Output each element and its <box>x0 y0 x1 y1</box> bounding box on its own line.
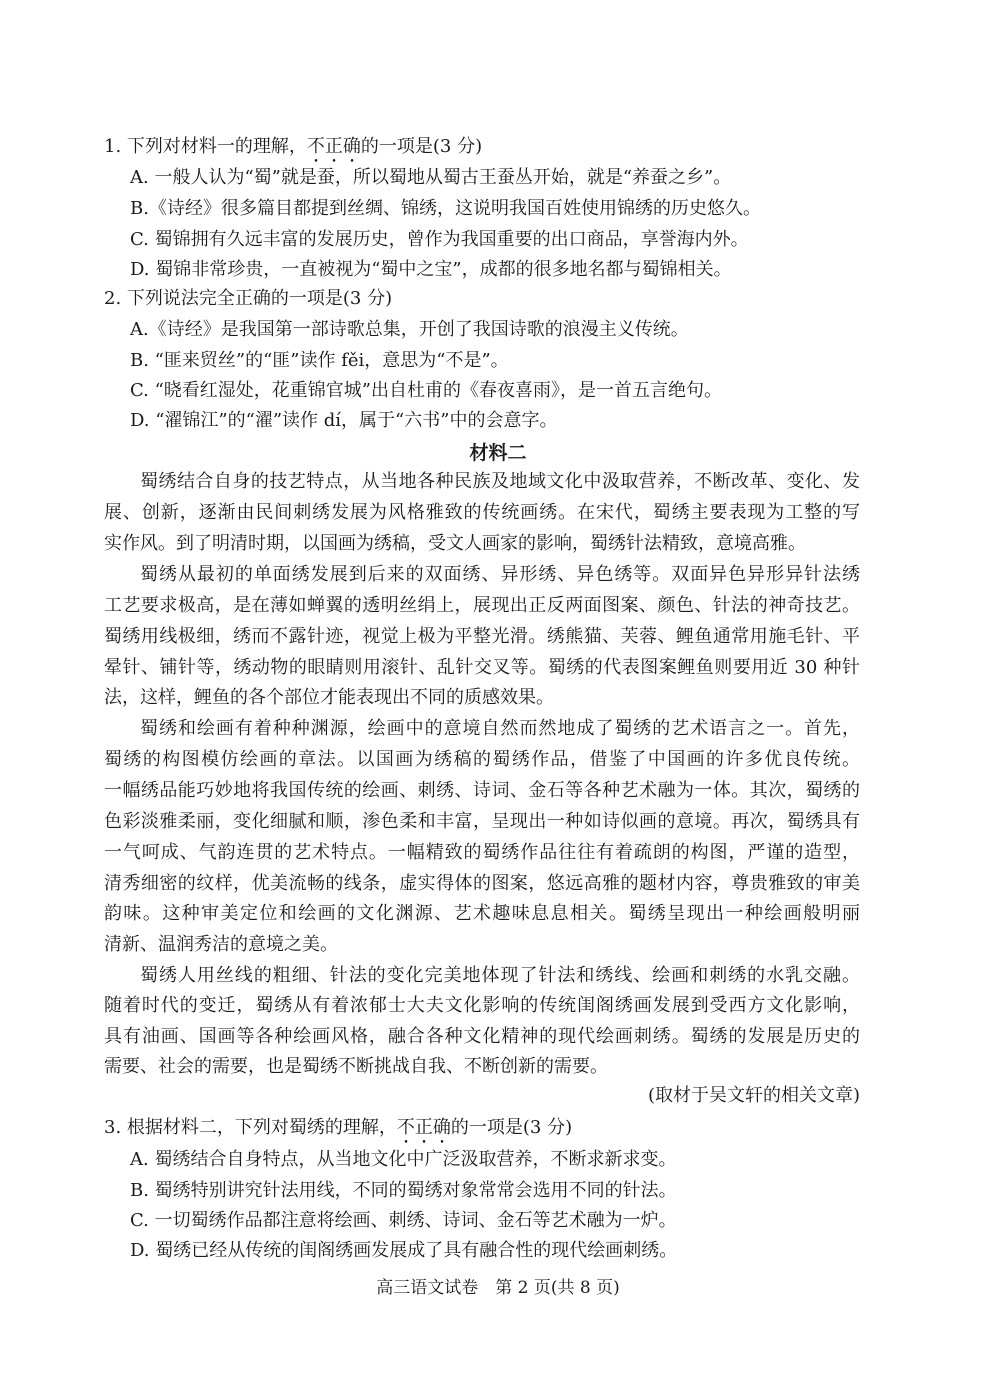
question-1-option-c: C. 蜀锦拥有久远丰富的发展历史，曾作为我国重要的出口商品，享誉海内外。 <box>130 229 749 250</box>
question-3-option-c: C. 一切蜀绣作品都注意将绘画、刺绣、诗词、金石等艺术融为一炉。 <box>130 1210 677 1231</box>
question-1-stem-prefix: 1. 下列对材料一的理解， <box>104 136 307 157</box>
paragraph-2-line: 蜀绣从最初的单面绣发展到后来的双面绣、异形绣、异色绣等。双面异色异形异针法绣 <box>140 564 860 585</box>
paragraph-4-line: 具有油画、国画等各种绘画风格，融合各种文化精神的现代绘画刺绣。蜀绣的发展是历史的 <box>104 1026 860 1047</box>
question-3-stem-prefix: 3. 根据材料二，下列对蜀绣的理解， <box>104 1117 397 1138</box>
question-1-emphasis: 不正确 <box>306 136 361 157</box>
question-2-option-c: C. “晓看红湿处，花重锦官城”出自杜甫的《春夜喜雨》，是一首五言绝句。 <box>130 380 722 401</box>
paragraph-4-line: 需要、社会的需要，也是蜀绣不断挑战自我、不断创新的需要。 <box>104 1056 608 1077</box>
question-1-option-d: D. 蜀锦非常珍贵，一直被视为“蜀中之宝”，成都的很多地名都与蜀锦相关。 <box>130 259 732 280</box>
question-3-option-d: D. 蜀绣已经从传统的闺阁绣画发展成了具有融合性的现代绘画刺绣。 <box>130 1240 678 1261</box>
paragraph-1-line: 蜀绣结合自身的技艺特点，从当地各种民族及地域文化中汲取营养，不断改革、变化、发 <box>140 471 860 492</box>
question-2-stem: 2. 下列说法完全正确的一项是(3 分) <box>104 288 393 309</box>
paragraph-1-line: 展、创新，逐渐由民间刺绣发展为风格雅致的传统画绣。在宋代，蜀绣主要表现为工整的写 <box>104 502 860 523</box>
paragraph-2-line: 工艺要求极高，是在薄如蝉翼的透明丝绢上，展现出正反两面图案、颜色、针法的神奇技艺。 <box>104 595 860 616</box>
question-2-option-d: D. “濯锦江”的“濯”读作 dí，属于“六书”中的会意字。 <box>130 410 558 431</box>
paragraph-2-line: 蜀绣用线极细，绣而不露针迹，视觉上极为平整光滑。绣熊猫、芙蓉、鲤鱼通常用施毛针、平 <box>104 626 860 647</box>
question-3-emphasis: 不正确 <box>396 1117 451 1138</box>
paragraph-3-line: 一气呵成、气韵连贯的艺术特点。一幅精致的蜀绣作品往往有着疏朗的构图，严谨的造型， <box>104 842 860 863</box>
question-3-option-b: B. 蜀绣特别讲究针法用线，不同的蜀绣对象常常会选用不同的针法。 <box>130 1180 677 1201</box>
paragraph-3-line: 清新、温润秀洁的意境之美。 <box>104 934 338 955</box>
paragraph-2-line: 晕针、铺针等，绣动物的眼睛则用滚针、乱针交叉等。蜀绣的代表图案鲤鱼则要用近 30 种针 <box>104 657 860 678</box>
material-2-title: 材料二 <box>469 442 527 464</box>
question-3-stem <box>104 1116 572 1148</box>
paragraph-3-line: 韵味。这种审美定位和绘画的文化渊源、艺术趣味息息相关。蜀绣呈现出一种绘画般明丽 <box>104 903 860 924</box>
paragraph-4-line: 随着时代的变迁，蜀绣从有着浓郁士大夫文化影响的传统闺阁绣画发展到受西方文化影响， <box>104 995 860 1016</box>
source-citation: (取材于吴文轩的相关文章) <box>647 1085 860 1106</box>
question-3-option-a: A. 蜀绣结合自身特点，从当地文化中广泛汲取营养，不断求新求变。 <box>130 1149 677 1170</box>
question-2-option-a: A.《诗经》是我国第一部诗歌总集，开创了我国诗歌的浪漫主义传统。 <box>130 319 689 340</box>
question-1-option-a: A. 一般人认为“蜀”就是蚕，所以蜀地从蜀古王蚕丛开始，就是“养蚕之乡”。 <box>130 167 732 188</box>
question-1-stem-suffix: 的一项是(3 分) <box>360 136 483 157</box>
paragraph-1-line: 实作风。到了明清时期，以国画为绣稿，受文人画家的影响，蜀绣针法精致，意境高雅。 <box>104 533 806 554</box>
question-1-stem <box>104 135 482 167</box>
paragraph-3-line: 色彩淡雅柔丽，变化细腻和顺，渗色柔和丰富，呈现出一种如诗似画的意境。再次，蜀绣具有 <box>104 811 860 832</box>
paragraph-3-line: 蜀绣和绘画有着种种渊源，绘画中的意境自然而然地成了蜀绣的艺术语言之一。首先， <box>140 718 860 739</box>
paragraph-2-line: 法，这样，鲤鱼的各个部位才能表现出不同的质感效果。 <box>104 687 554 708</box>
page-footer: 高三语文试卷 第 2 页(共 8 页) <box>376 1278 620 1298</box>
paragraph-3-line: 清秀细密的纹样，优美流畅的线条，虚实得体的图案，悠远高雅的题材内容，尊贵雅致的审美 <box>104 873 860 894</box>
question-3-stem-suffix: 的一项是(3 分) <box>450 1117 573 1138</box>
question-1-option-b: B.《诗经》很多篇目都提到丝绸、锦绣，这说明我国百姓使用锦绣的历史悠久。 <box>130 198 761 219</box>
paragraph-3-line: 蜀绣的构图模仿绘画的章法。以国画为绣稿的蜀绣作品，借鉴了中国画的许多优良传统。 <box>104 749 860 770</box>
paragraph-3-line: 一幅绣品能巧妙地将我国传统的绘画、刺绣、诗词、金石等各种艺术融为一体。其次，蜀绣的 <box>104 780 860 801</box>
paragraph-4-line: 蜀绣人用丝线的粗细、针法的变化完美地体现了针法和绣线、绘画和刺绣的水乳交融。 <box>140 965 860 986</box>
question-2-option-b: B. “匪来贸丝”的“匪”读作 fěi，意思为“不是”。 <box>130 350 509 371</box>
